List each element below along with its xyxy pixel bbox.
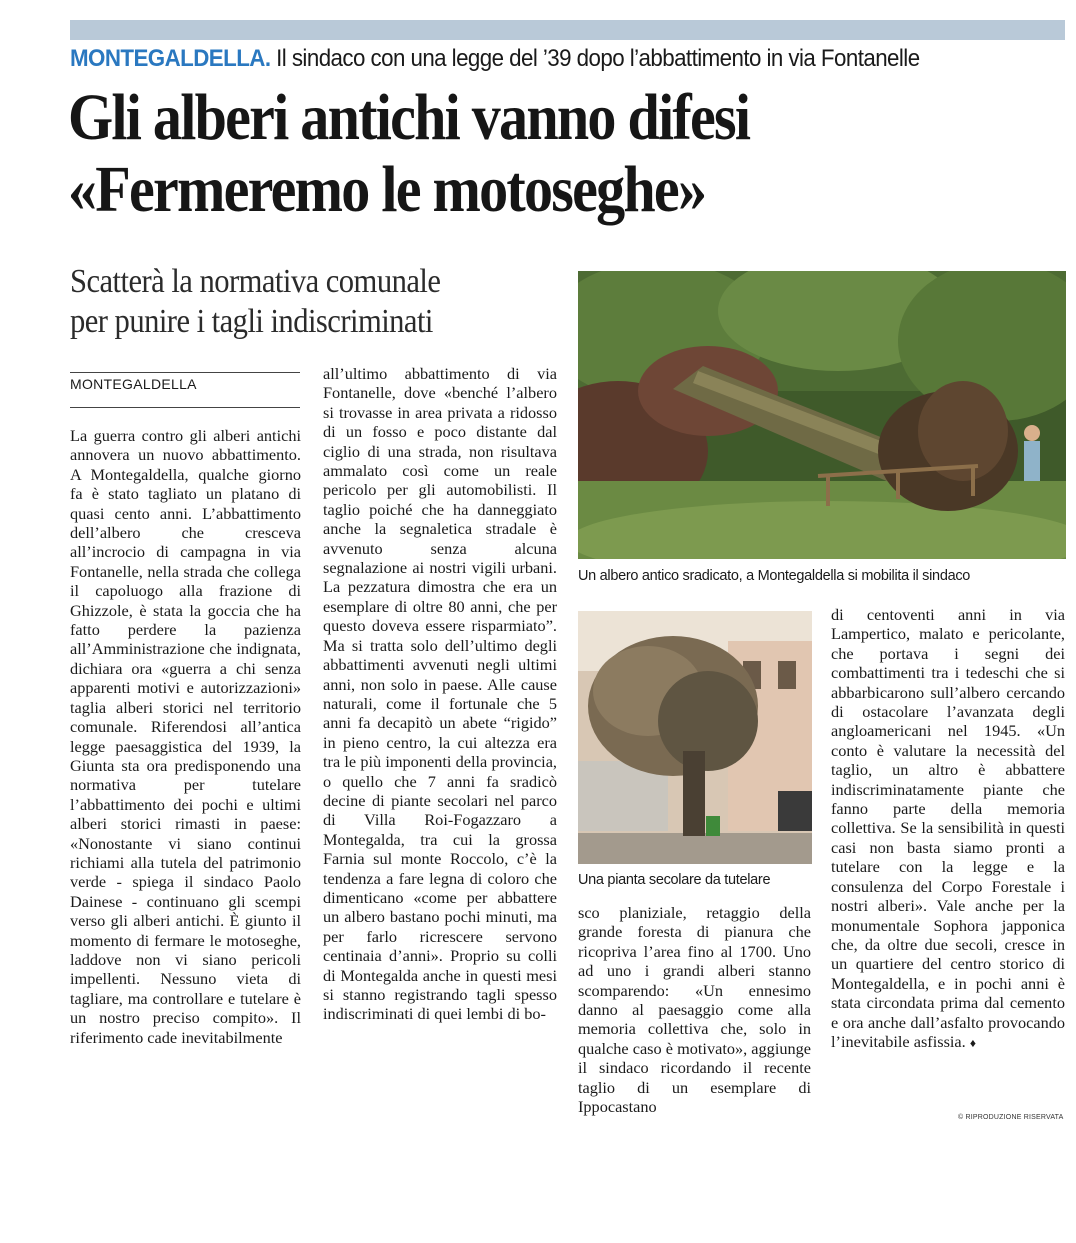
article-column-4-text: di centoventi anni in via Lampertico, malato e pericolante, che portava i segni dei combattimenti tra i tedeschi che si abbarbicarono sull’albero cercando di ostacolare l’avanzata degli angloamericani nel 1945. «Un conto è valutare la necessità del taglio, un altro è abbattere indiscriminatamente piante che fanno parte della memoria collettiva. Se la sensibilità in questi casi non basta siamo pronti a tutelare con la legge e la consulenza del Corpo Forestale i nostri alberi». Vale anche per la monumentale Sophora japponica che, da oltre due secoli, cresce in un quartiere del centro storico di Montegaldella, e in pochi anni è stata circondata prima dal cemento e ora anche dall’asfalto provocando l’inevitabile asfissia. [831, 605, 1065, 1051]
copyright-notice: © RIPRODUZIONE RISERVATA [958, 1114, 1064, 1121]
dateline: MONTEGALDELLA [70, 372, 300, 408]
photo-uprooted-tree [578, 271, 1066, 559]
article-column-4 [831, 605, 1065, 1105]
headline-line-1: Gli alberi antichi vanno difesi [68, 81, 750, 154]
subheadline-line-1: Scatterà la normativa comunale [70, 263, 441, 300]
article-column-3: sco planiziale, retaggio della grande foresta di pianura che ricopriva l’area fino al 1700. Uno ad uno i grandi alberi stanno scomparendo: «Un ennesimo danno al paesaggio come alla memoria collettiva che, solo in qualche caso è motivato», aggiunge il sindaco ricordando il recente taglio di un esemplare di Ippocastano [578, 903, 811, 1117]
photo-caption-2: Una pianta secolare da tutelare [578, 872, 771, 888]
subheadline-line-2: per punire i tagli indiscriminati [70, 303, 433, 340]
article-column-2: all’ultimo abbattimento di via Fontanelle, dove «benché l’albero si trovasse in area privata a ridosso di un fosso e poco distante dal ciglio di una strada, non risultava ammalato così come un reale pericolo per gli automobilisti. Il taglio poiché che ha danneggiato anche la segnaletica stradale è avvenuto senza alcuna segnalazione ai nostri vigili urbani. La pezzatura dimostra che era un esemplare di oltre 80 anni, che per questo doveva essere risparmiato”. Ma si tratta solo dell’ultimo degli abbattimenti avvenuti negli ultimi anni, non solo in paese. Alle cause naturali, come il fortunale che 5 anni fa decapitò un abete “rigido” in pieno centro, la cui altezza era tra le più imponenti della provincia, o quello che 7 anni fa sradicò decine di piante secolari nel parco di Villa Roi-Fogazzaro a Montegalda, tra cui la grossa Farnia sul monte Roccolo, c’è la tendenza a fare legna di coloro che dimenticano «come per abbattere un albero bastano pochi minuti, ma per farlo ricrescere servono centinaia d’anni». Proprio su colli di Montegalda anche in questi mesi si stanno registrando tagli spesso indiscriminati di quei lembi di bo- [323, 364, 557, 1024]
kicker [70, 44, 1000, 74]
subheadline [70, 262, 538, 342]
top-color-bar [70, 20, 1065, 40]
article-column-1: La guerra contro gli alberi antichi annovera un nuovo abbattimento. A Montegaldella, qualche giorno fa è stato tagliato un platano di quasi cento anni. L’abbattimento dell’albero che cresceva all’incrocio di campagna in via Fontanelle, nella strada che collega il capoluogo alla frazione di Ghizzole, è stata la goccia che ha fatto perdere la pazienza all’Amministrazione che indignata, dichiara ora «guerra a chi senza apparenti motivi e autorizzazioni» taglia alberi storici nel territorio comunale. Riferendosi all’antica legge paesaggistica del 1939, la Giunta sta ora predisponendo una normativa per tutelare l’abbattimento dei pochi e ultimi alberi storici rimasti in paese: «Nonostante vi siano continui richiami alla tutela del patrimonio verde - spiega il sindaco Paolo Dainese - continuano gli scempi verso gli alberi antichi. È giunto il momento di fermare le motoseghe, laddove non vi siano pericoli impellenti. Nessuno vieta di tagliare, ma controllare e tutelare è un nostro preciso compito». Il riferimento cade inevitabilmente [70, 426, 301, 1047]
headline [68, 82, 957, 226]
photo-caption-1: Un albero antico sradicato, a Montegaldella si mobilita il sindaco [578, 568, 971, 584]
end-mark: ♦ [969, 1035, 976, 1050]
kicker-text: Il sindaco con una legge del ’39 dopo l’abbattimento in via Fontanelle [270, 45, 920, 72]
kicker-place: MONTEGALDELLA. [70, 45, 271, 72]
headline-line-2: «Fermeremo le motoseghe» [68, 153, 706, 226]
photo-secular-tree [578, 611, 812, 864]
